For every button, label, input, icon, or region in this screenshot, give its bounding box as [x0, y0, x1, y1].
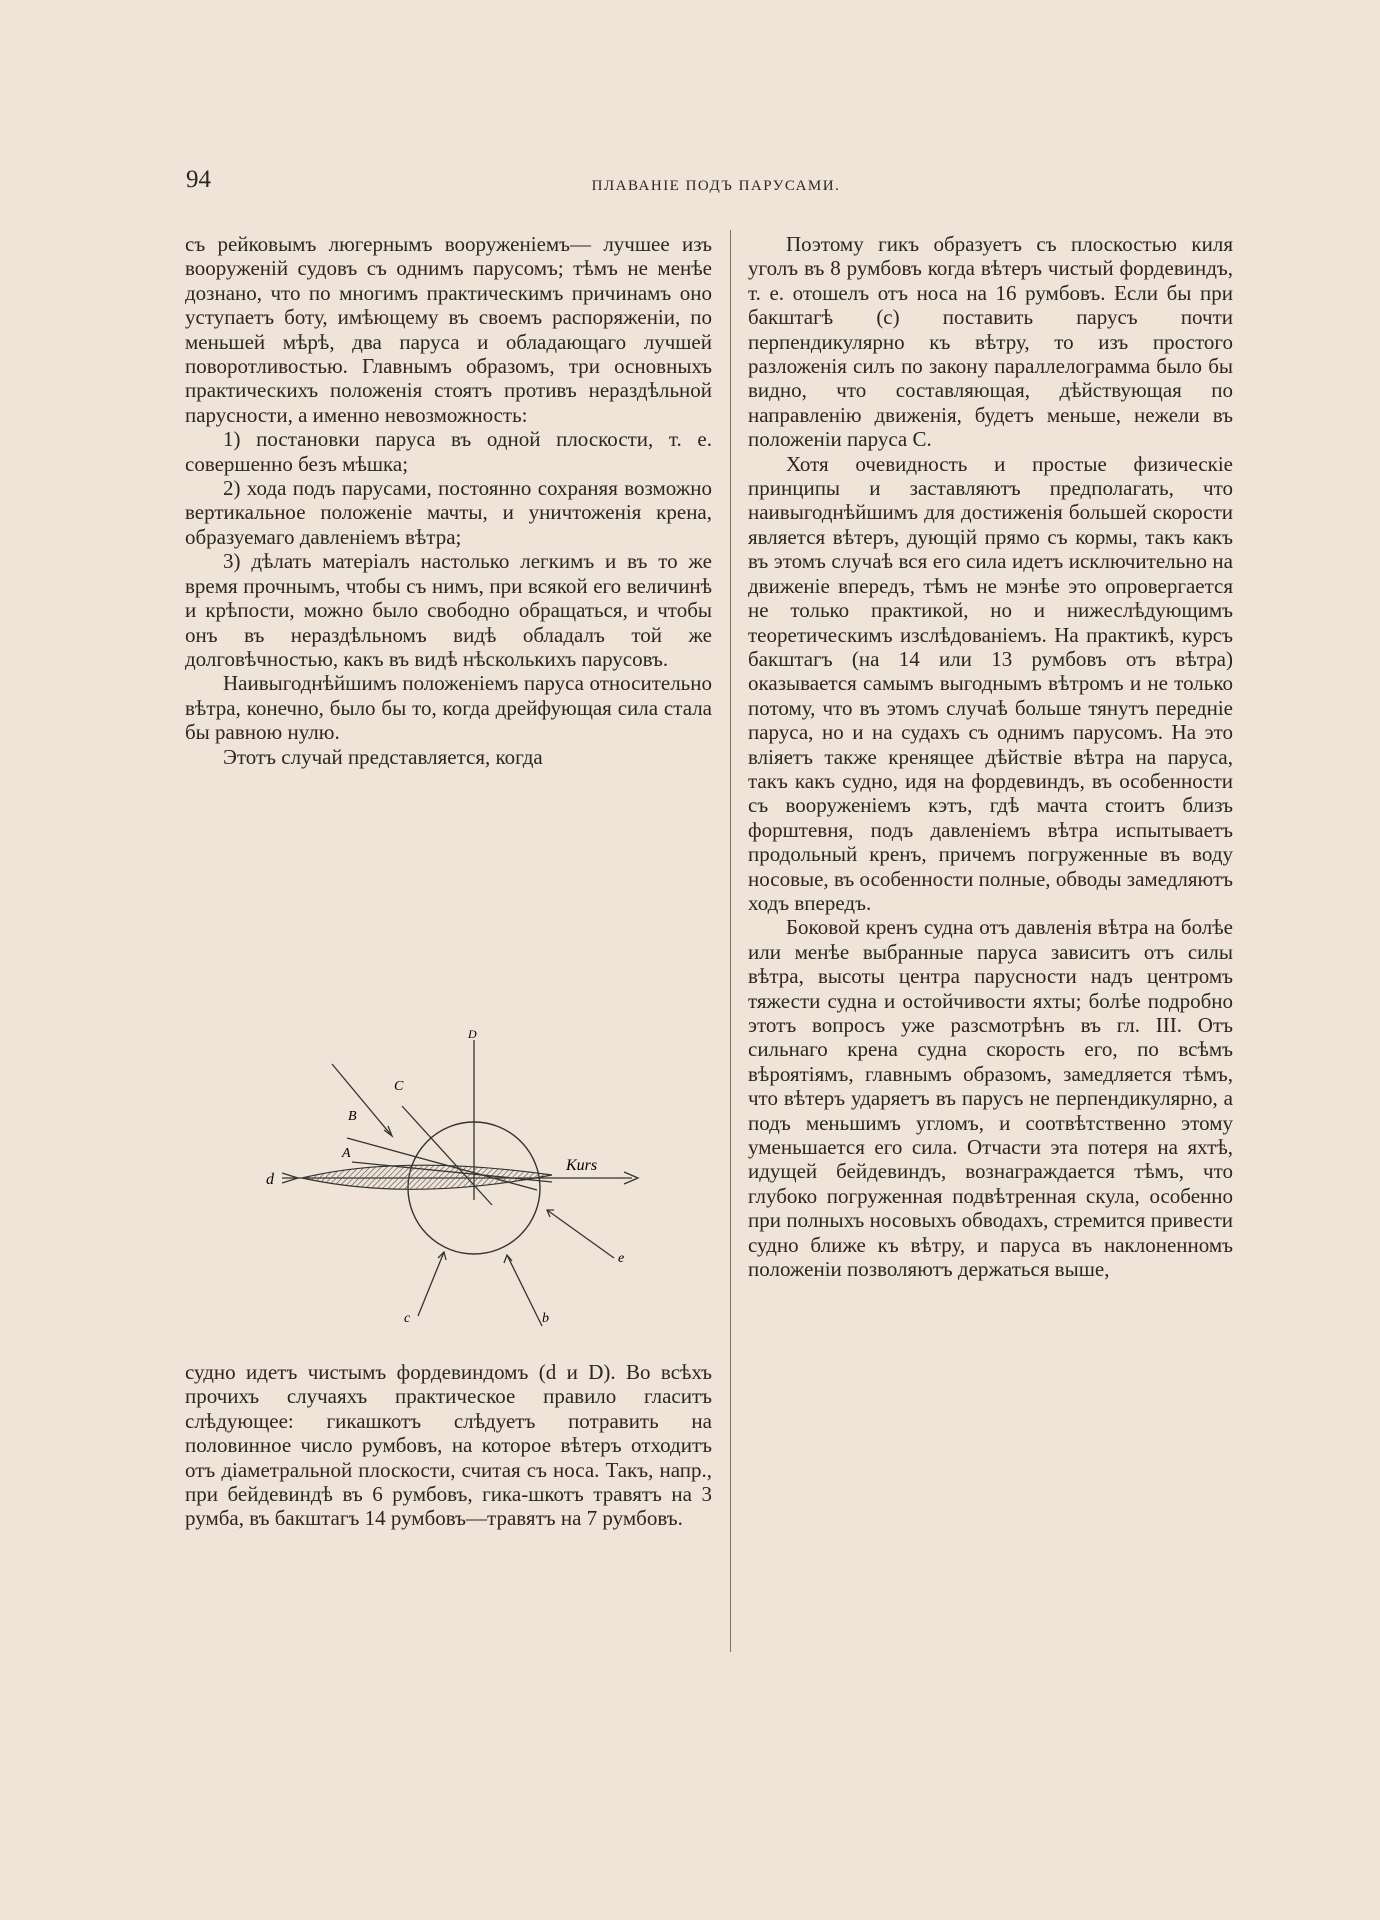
paragraph: 2) хода подъ парусами, постоянно сохраняя возможно вертикальное положеніе мачты, и уничтоженія крена, образуемаго давленіемъ вѣтра; [185, 476, 712, 549]
left-column-continuation [185, 1360, 712, 1531]
paragraph: Наивыгоднѣйшимъ положеніемъ паруса относительно вѣтра, конечно, было бы то, когда дрейфующая сила стала бы равною нулю. [185, 671, 712, 745]
paragraph: съ рейковымъ люгернымъ вооруженіемъ— лучшее изъ вооруженій судовъ съ однимъ парусомъ; тѣмъ не менѣе дознано, что по многимъ практическимъ причинамъ оно уступаетъ боту, имѣющему въ своемъ распоряженіи, по меньшей мѣрѣ, два паруса и обладающаго лучшей поворотливостью. Главнымъ образомъ, три основныхъ практическихъ положенія стоятъ противъ нераздѣльной парусности, а именно невозможность: [185, 232, 712, 427]
paragraph: 3) дѣлать матеріалъ настолько легкимъ и въ то же время прочнымъ, чтобы съ нимъ, при всякой его величинѣ и крѣпости, можно было свободно обращаться, и чтобы онъ въ нераздѣльномъ видѣ обладалъ той же долговѣчностью, какъ въ видѣ нѣсколькихъ парусовъ. [185, 549, 712, 671]
label-b: B [348, 1109, 357, 1124]
page-number: 94 [186, 166, 211, 193]
hull-shape [302, 1165, 552, 1189]
wind-arrow-b [507, 1255, 542, 1326]
paragraph: Этотъ случай представляется, когда [223, 744, 543, 769]
wind-arrow-e [547, 1210, 614, 1258]
right-column [748, 232, 1233, 1281]
label-f: c [404, 1311, 411, 1326]
label-c: C [394, 1079, 404, 1094]
label-top: D [468, 1030, 477, 1041]
paragraph: Хотя очевидность и простые физическіе принципы и заставляютъ предполагать, что наивыгоднѣйшимъ для достиженія большей скорости является вѣтеръ, дующій прямо съ кормы, такъ какъ въ этомъ случаѣ вся его сила идетъ исключительно на движеніе впередъ, тѣмъ не мэнѣе это опровергается не только практикой, но и нижеслѣдующимъ теоретическимъ изслѣдованіемъ. На практикѣ, курсъ бакштагъ (на 14 или 13 румбовъ отъ вѣтра) оказывается самымъ выгоднымъ вѣтромъ и не только потому, что въ этомъ случаѣ больше тянутъ передніе паруса, но и на судахъ съ однимъ парусомъ. На это вліяетъ также кренящее дѣйствіе вѣтра на паруса, такъ какъ судно, идя на фордевиндъ, въ особенности съ вооруженіемъ кэтъ, гдѣ мачта стоитъ близъ форштевня, подъ давленіемъ вѣтра испытываетъ продольный кренъ, причемъ погруженные въ воду носовые, въ особенности полные, обводы замедляютъ ходъ впередъ. [748, 451, 1233, 915]
wind-arrow-c [332, 1064, 392, 1136]
paragraph: 1) постановки паруса въ одной плоскости, т. е. совершенно безъ мѣшка; [185, 427, 712, 476]
running-title: ПЛАВАНІЕ ПОДЪ ПАРУСАМИ. [591, 178, 841, 194]
paragraph: Поэтому гикъ образуетъ съ плоскостью киля уголъ въ 8 румбовъ когда вѣтеръ чистый фордевиндъ, т. е. отошелъ отъ носа на 16 румбовъ. Если бы при бакштагѣ (с) поставить парусъ почти перпендикулярно къ вѣтру, то изъ простого разложенія силъ по закону параллелограмма было бы видно, что составляющая, дѣйствующая по направленію движенія, будетъ меньше, нежели въ положеніи паруса С. [748, 232, 1233, 452]
paragraph: Боковой кренъ судна отъ давленія вѣтра на болѣе или менѣе выбранные паруса зависитъ отъ силы вѣтра, высоты центра парусности надъ центромъ тяжести судна и остойчивости яхты; болѣе подробно этотъ вопросъ уже разсмотрѣнъ въ гл. III. Отъ сильнаго крена судна скорость его, по всѣмъ вѣроятіямъ, главнымъ образомъ, замедляется тѣмъ, что вѣтеръ ударяетъ въ парусъ не перпендикулярно, а подъ меньшимъ угломъ, и соотвѣтственно этому уменьшается его сила. Отчасти эта потеря на яхтѣ, идущей бейдевиндъ, вознаграждается тѣмъ, что глубоко погруженная подвѣтренная скула, особенно при полныхъ носовыхъ обводахъ, стремится привести судно ближе къ вѣтру, и паруса въ наклоненномъ положеніи позволяютъ держаться выше, [748, 915, 1233, 1282]
column-rule [730, 230, 731, 1652]
label-d: d [266, 1171, 274, 1188]
label-a: A [342, 1146, 351, 1161]
label-kurs: Kurs [566, 1157, 598, 1174]
wind-arrow-c2 [418, 1252, 444, 1316]
sail-diagram-svg [252, 1030, 682, 1330]
label-e: e [618, 1251, 625, 1266]
sail-line-c [402, 1106, 492, 1205]
paragraph: судно идетъ чистымъ фордевиндомъ (d и D). Во всѣхъ прочихъ случаяхъ практическое правило гласитъ слѣдующее: гикашкотъ слѣдуетъ потравить на половинное число румбовъ, на которое вѣтеръ отходитъ отъ діаметральной плоскости, считая съ носа. Такъ, напр., при бейдевиндѣ въ 6 румбовъ, гика-шкотъ травятъ на 3 румба, въ бакштагъ 14 румбовъ—травятъ на 7 румбовъ. [185, 1360, 712, 1531]
left-column [185, 232, 712, 769]
sail-diagram [252, 1030, 682, 1330]
label-g: b [542, 1311, 549, 1326]
